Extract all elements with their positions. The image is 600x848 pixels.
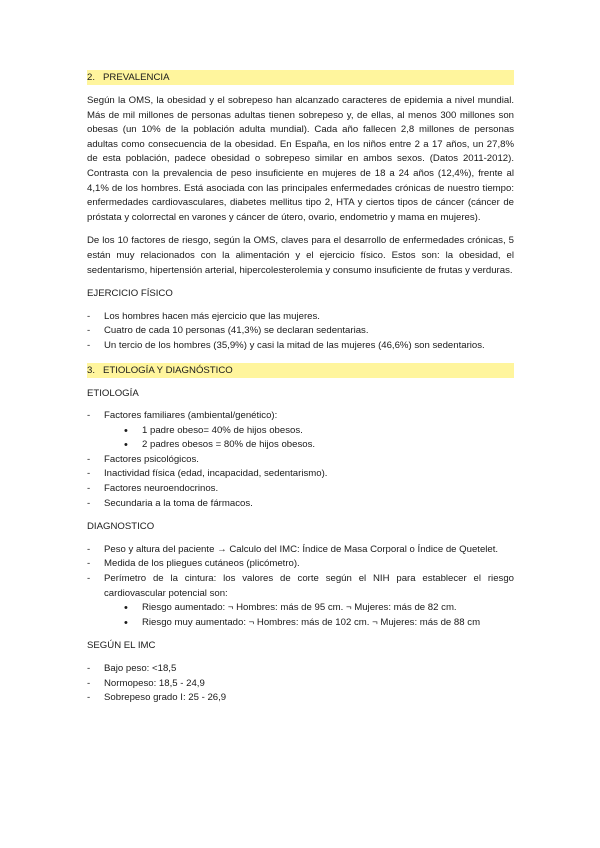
list-item: - Peso y altura del paciente → Calculo del IMC: Índice de Masa Corporal o Índice de Quetelet. [87,543,514,558]
list-item [87,572,514,630]
nested-list [104,424,514,453]
section-heading-etiologia [87,363,514,378]
section-number: 2. [87,72,96,83]
list-item: - Cuatro de cada 10 personas (41,3%) se declaran sedentarias. [87,324,514,339]
subheading-imc: SEGÚN EL IMC [87,640,156,652]
list-item: - Normopeso: 18,5 - 24,9 [87,677,514,692]
section-title: PREVALENCIA [103,72,170,83]
section-number: 3. [87,364,96,376]
subheading-ejercicio: EJERCICIO FÍSICO [87,288,173,300]
list-item: - Medida de los pliegues cutáneos (plicómetro). [87,557,514,572]
list-item: - Secundaria a la toma de fármacos. [87,497,514,512]
list-item-text: Perímetro de la cintura: los valores de corte según el NIH para establecer el riesgo cardiovascular potencial son: [104,573,514,599]
list-item: - Un tercio de los hombres (35,9%) y casi la mitad de las mujeres (46,6%) son sedentarios. [87,339,514,354]
section-heading-prevalencia [87,70,514,85]
paragraph: Según la OMS, la obesidad y el sobrepeso han alcanzado caracteres de epidemia a nivel mundial. Más de mil millones de personas adultas tienen sobrepeso y, de ellas, al menos 300 millones son obesas (un 10% de la población adulta mundial). Cada año fallecen 2,8 millones de personas adultas como consecuencia de la obesidad. En España, en los niños entre 2 a 17 años, un 27,8% de esta población, padece obesidad o sobrepeso similar en ambos sexos. (Datos 2011-2012). Contrasta con la prevalencia de peso insuficiente en mujeres de 18 a 24 años (12,4%), frente al 4,1% de los hombres. Está asociada con las principales enfermedades crónicas de nuestro tiempo: enfermedades cardiovasculares, diabetes mellitus tipo 2, HTA y ciertos tipos de cáncer (cáncer de próstata y colorrectal en varones y cáncer de útero, ovario, endometrio y mama en mujeres). [87,95,514,223]
subheading-diagnostico: DIAGNOSTICO [87,521,155,533]
etiology-list [87,409,514,511]
list-item: - Sobrepeso grado I: 25 - 26,9 [87,691,514,706]
nested-list-item: • 2 padres obesos = 80% de hijos obesos. [104,438,514,453]
imc-list [87,662,514,706]
paragraph: De los 10 factores de riesgo, según la OMS, claves para el desarrollo de enfermedades crónicas, 5 están muy relacionados con la alimentación y el ejercicio físico. Estos son: la obesidad, el sedentarismo, hipertensión arterial, hipercolesterolemia y consumo insuficiente de frutas y verduras. [87,235,514,276]
page-content [87,70,514,715]
exercise-list [87,310,514,354]
diagnostic-list [87,543,514,631]
subheading-etiologia: ETIOLOGÍA [87,387,139,399]
list-item [87,409,514,453]
nested-list-item: • 1 padre obeso= 40% de hijos obesos. [104,424,514,439]
list-item-text: Factores familiares (ambiental/genético): [104,410,278,422]
list-item: - Bajo peso: <18,5 [87,662,514,677]
nested-list-item: • Riesgo muy aumentado: ¬ Hombres: más de 102 cm. ¬ Mujeres: más de 88 cm [104,616,514,631]
nested-list [104,601,514,630]
nested-list-item: • Riesgo aumentado: ¬ Hombres: más de 95 cm. ¬ Mujeres: más de 82 cm. [104,601,514,616]
list-item: - Factores neuroendocrinos. [87,482,514,497]
section-title: ETIOLOGÍA Y DIAGNÓSTICO [103,364,233,376]
list-item: - Inactividad física (edad, incapacidad, sedentarismo). [87,467,514,482]
list-item: - Factores psicológicos. [87,453,514,468]
list-item: - Los hombres hacen más ejercicio que las mujeres. [87,310,514,325]
